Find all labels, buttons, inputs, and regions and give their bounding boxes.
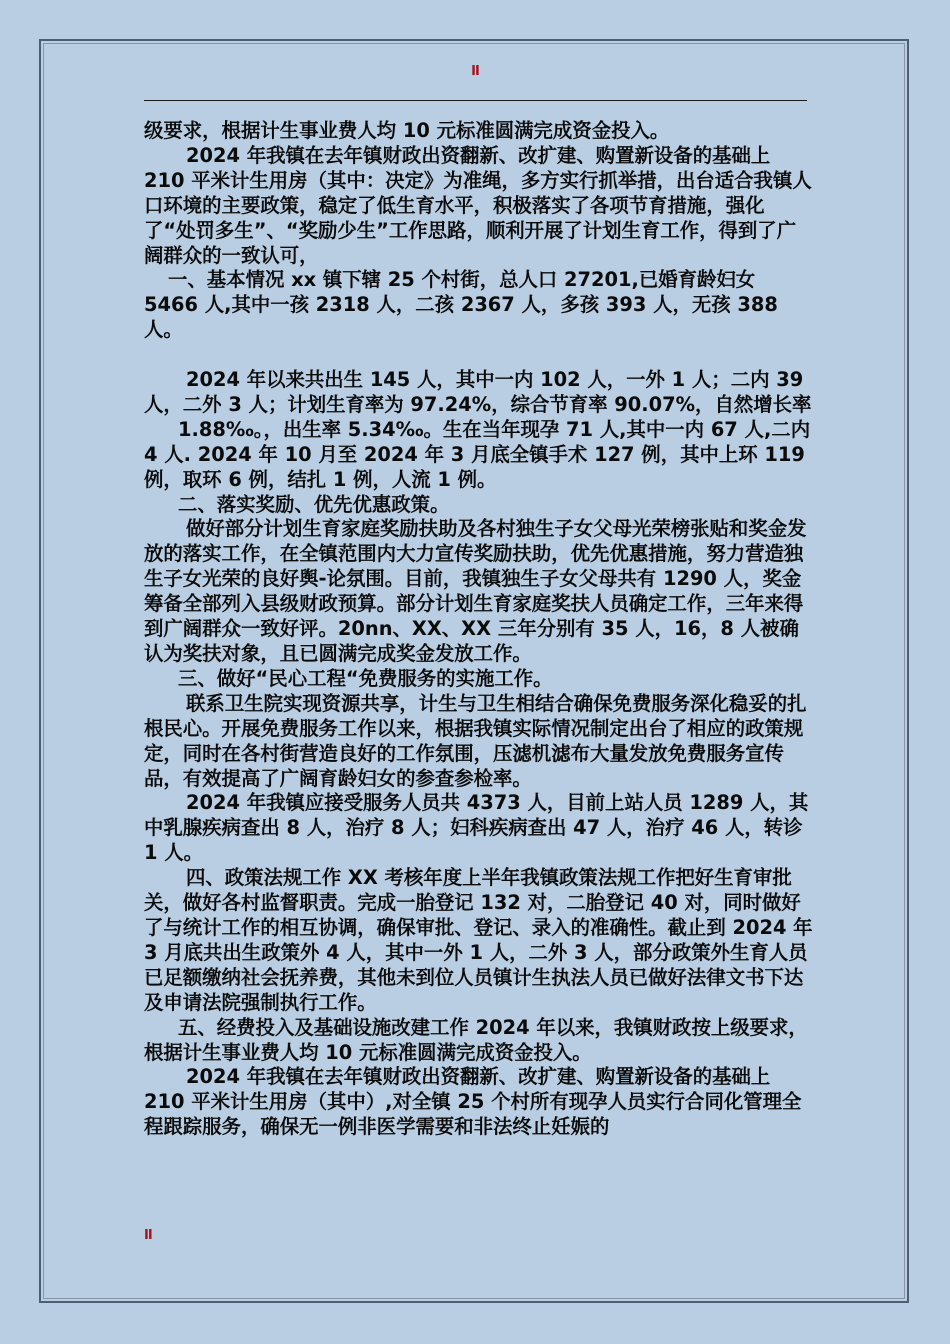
blank-line	[144, 343, 814, 368]
paragraph: 联系卫生院实现资源共享，计生与卫生相结合确保免费服务深化稳妥的扎根民心。开展免费服务工作以来，根据我镇实际情况制定出台了相应的政策规定，同时在各村街营造良好的工作氛围，压滤机滤布大量发放免费服务宣传品，有效提高了广阔育龄妇女的参查参检率。	[144, 691, 807, 790]
header-rule	[144, 100, 807, 101]
paragraph: 2024 年我镇在去年镇财政出资翻新、改扩建、购置新设备的基础上 210 平米计生用房（其中：决定》为准绳，多方实行抓举措，出台适合我镇人口环境的主要政策，稳定了低生育水平，积极落实了各项节育措施，强化了“处罚多生”、“奖励少生”工作思路，顺利开展了计划生育工作，得到了广阔群众的一致认可，	[144, 143, 812, 267]
footer-mark: II	[144, 1228, 152, 1243]
header-mark: II	[471, 64, 479, 79]
section-heading: 五、经费投入及基础设施改建工作 2024 年以来，我镇财政按上级要求，根据计生事业费人均 10 元标准圆满完成资金投入。	[144, 1015, 808, 1064]
paragraph: 级要求，根据计生事业费人均 10 元标准圆满完成资金投入。	[144, 119, 670, 142]
paragraph: 2024 年我镇应接受服务人员共 4373 人，目前上站人员 1289 人，其中乳腺疾病查出 8 人，治疗 8 人；妇科疾病查出 47 人，治疗 46 人，转诊 1 人。	[144, 791, 809, 865]
paragraph: 2024 年我镇在去年镇财政出资翻新、改扩建、购置新设备的基础上 210 平米计生用房（其中）,对全镇 25 个村所有现孕人员实行合同化管理全程跟踪服务，确保无一例非医学需要和非法终止妊娠的	[144, 1065, 802, 1139]
document-body	[144, 119, 814, 1140]
paragraph: 2024 年以来共出生 145 人，其中一内 102 人，一外 1 人；二内 39 人，二外 3 人；计划生育率为 97.24%，综合节育率 90.07%，自然增长率	[144, 368, 812, 416]
section-heading: 四、政策法规工作 XX 考核年度上半年我镇政策法规工作把好生育审批关，做好各村监督职责。完成一胎登记 132 对，二胎登记 40 对，同时做好了与统计工作的相互协调，确保审批、登记、录入的准确性。截止到 2024 年 3 月底共出生政策外 4 人，其中一外 1 人，二外 3 人，部分政策外生育人员已足额缴纳社会抚养费，其他未到位人员镇计生执法人员已做好法律文书下达及申请法院强制执行工作。	[144, 866, 813, 1014]
section-heading: 二、落实奖励、优先优惠政策。	[178, 492, 450, 516]
paragraph: 一、基本情况 xx 镇下辖 25 个村街，总人口 27201,已婚育龄妇女 5466 人,其中一孩 2318 人，二孩 2367 人，多孩 393 人，无孩 388 人。	[144, 268, 778, 342]
paragraph: 做好部分计划生育家庭奖励扶助及各村独生子女父母光荣榜张贴和奖金发放的落实工作，在全镇范围内大力宣传奖励扶助，优先优惠措施，努力营造独生子女光荣的良好舆-论氛围。目前，我镇独生子女父母共有 1290 人，奖金筹备全部列入县级财政预算。部分计划生育家庭奖扶人员确定工作，三年来得到广阔群众一致好评。20nn、XX、XX 三年分别有 35 人，16，8 人被确认为奖扶对象，且已圆满完成奖金发放工作。	[144, 517, 807, 666]
paragraph: 1.88‰。，出生率 5.34‰。生在当年现孕 71 人,其中一内 67 人,二内 4 人. 2024 年 10 月至 2024 年 3 月底全镇手术 127 例，其中上环 119 例，取环 6 例，结扎 1 例，人流 1 例。	[144, 417, 811, 491]
section-heading: 三、做好“民心工程“免费服务的实施工作。	[178, 666, 553, 690]
